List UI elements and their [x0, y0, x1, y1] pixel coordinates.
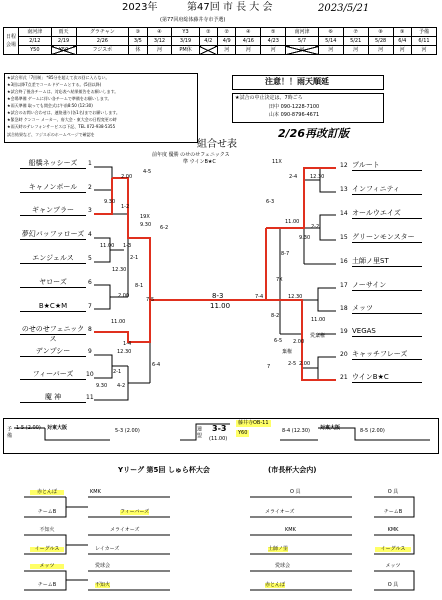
score-label: 6-3: [266, 199, 275, 205]
seed-5: 5: [88, 255, 92, 262]
seed-12: 12: [340, 162, 348, 169]
score-label: 2.00: [118, 293, 130, 299]
score-label: 9.30: [299, 235, 311, 241]
date-11: 5/7: [286, 37, 319, 46]
venue-12: 河: [318, 46, 343, 55]
warning-text: 注意！！雨天順延: [265, 77, 329, 86]
score-label: 12.30: [117, 349, 132, 355]
contact-line-1: ★試合の中止決定は、7時ごろ: [235, 95, 303, 101]
col-12: ⑥: [318, 28, 343, 37]
date-15: 6/4: [393, 37, 411, 46]
seed-1: 1: [88, 160, 92, 167]
team-right-15: グリーンモンスター: [352, 232, 422, 243]
date-10: 4/23: [261, 37, 286, 46]
score-label: 8-2: [271, 313, 280, 319]
seed-14: 14: [340, 210, 348, 217]
team-right-21: ウインB★C: [352, 372, 422, 383]
score-label: 1-4: [123, 341, 132, 347]
notice-line: ★雨天準備 取っても開会式は午前8:50 (12:30): [7, 103, 93, 108]
col-16: 予備: [411, 28, 436, 37]
seed-9: 9: [88, 348, 92, 355]
seed-2: 2: [88, 184, 92, 191]
score-label: 9.30: [96, 383, 108, 389]
venue-16: 河: [411, 46, 436, 55]
col-4: ③: [129, 28, 147, 37]
score-label: 11X: [272, 159, 282, 165]
score-label: 2-4: [289, 174, 298, 180]
score-label: 12.30: [112, 267, 127, 273]
score-label: 8-7: [281, 251, 290, 257]
score-label: 12.30: [310, 174, 325, 180]
date-8: 4/9: [218, 37, 236, 46]
score-label: 2-1: [113, 369, 122, 375]
header-date: 2023/5/21: [318, 3, 370, 14]
score-label: 9.30: [104, 199, 116, 205]
venue-6: PM休: [172, 46, 199, 55]
team-right-12: ブルート: [352, 160, 422, 171]
seed-20: 20: [340, 351, 348, 358]
team-right-17: ノーサイン: [352, 280, 422, 291]
score-label: 7: [267, 364, 271, 370]
team-right-13: インフィニティ: [352, 184, 422, 195]
yleague-team: チームB: [37, 582, 57, 588]
yleague-team: メッツ: [30, 564, 64, 569]
score-label: 12.30: [288, 294, 303, 300]
date-2: 2/19: [51, 37, 76, 46]
header-title: 第47回 市 長 大 会: [187, 2, 273, 13]
yleague-team: フィーバーズ: [120, 509, 150, 515]
score-label: 11.00: [311, 317, 326, 323]
yleague-team: レイカーズ: [95, 546, 120, 552]
notice-line: ★試合終了後各チームは、対応表へ結果報告をお願いします。: [7, 89, 119, 94]
col-7: ②: [199, 28, 217, 37]
venue-11: 河: [286, 46, 319, 55]
yobi-left-score: 5-3 (2.00): [115, 428, 140, 434]
team-left-11: 魔 神: [20, 392, 86, 403]
notice-line: ★緊急時 ケンコー メーカー、府大会・東大会の日程変更の時: [7, 117, 117, 122]
col-2: 雨天: [51, 28, 76, 37]
score-label: 4-2: [117, 383, 126, 389]
team-left-5: エンジェルス: [20, 253, 86, 264]
seed-13: 13: [340, 186, 348, 193]
score-label: 7-4: [255, 294, 264, 300]
yleague-team: イーグルス: [375, 547, 411, 552]
contact-line-3: 山本 090-8796-4671: [269, 112, 320, 118]
venue-9: 河: [236, 46, 261, 55]
score-label: 2-2: [311, 224, 320, 230]
yleague-team: 不知火: [95, 582, 111, 588]
team-right-18: メッツ: [352, 303, 422, 314]
score-label: 1-3: [123, 243, 132, 249]
venue-13: 河: [343, 46, 368, 55]
venue-3: フジスポ: [76, 46, 129, 55]
yobi-right-score: 8-5 (2.00): [360, 428, 385, 434]
yobi-left-time: 1-5 (2.00): [16, 425, 41, 431]
yobi-right-team: 対東大阪: [320, 425, 341, 431]
score-label: 2.00: [293, 339, 305, 345]
score-label: 2.00: [299, 361, 311, 367]
col-10: ⑤: [261, 28, 286, 37]
yleague-team: メライオーズ: [110, 527, 140, 533]
yleague-team: 赤とんぼ: [265, 582, 286, 588]
col-6: Y3: [172, 28, 199, 37]
date-4: 3/5: [129, 37, 147, 46]
col-8: ②: [218, 28, 236, 37]
final-time: 11.00: [210, 302, 231, 310]
yobi-mid-score: 3-3: [212, 424, 227, 433]
team-left-8: のせのせフェニックス: [21, 325, 85, 343]
yleague-team: O 具: [290, 489, 301, 495]
seed-21: 21: [340, 374, 348, 381]
venue-1: Y50: [19, 46, 52, 55]
score-label: 6-4: [152, 362, 161, 368]
header-year: 2023年: [122, 2, 158, 13]
col-5: ④: [147, 28, 172, 37]
team-left-1: 船橋ネッシーズ: [20, 158, 86, 169]
date-12: 5/14: [318, 37, 343, 46]
score-label: 11.00: [111, 319, 126, 325]
date-16: 6/11: [411, 37, 436, 46]
yleague-team: 土師ノ里: [268, 546, 289, 552]
yleague-subtitle: (市長杯大会内): [268, 466, 317, 474]
seed-7: 7: [88, 303, 92, 310]
score-label: 4-5: [143, 169, 152, 175]
seed-11: 11: [86, 394, 94, 401]
yobi-right-time: 8-4 (12.30): [282, 428, 310, 434]
yleague-team: O 具: [387, 582, 399, 588]
team-right-14: オールウエイズ: [352, 208, 422, 219]
team-left-9: デンプシー: [20, 346, 86, 357]
col-14: ⑧: [368, 28, 393, 37]
yleague-team: メッツ: [385, 563, 401, 569]
score-label: 19X: [140, 214, 150, 220]
yleague-team: メライオーズ: [265, 509, 295, 515]
yleague-team: 愛球会: [95, 563, 111, 569]
venue-2: Y50: [51, 46, 76, 55]
seed-6: 6: [88, 279, 92, 286]
bracket-title: 組合せ表: [197, 139, 237, 150]
notice-line: ★試合形式「7回制」 *85分を超えて次の回に入らない。: [7, 75, 110, 80]
score-label: 9.30: [140, 222, 152, 228]
yleague-team: KMK: [285, 527, 296, 533]
team-right-20: キャッチフレーズ: [352, 349, 422, 360]
yobi-mid-time: (11.00): [209, 436, 228, 442]
score-label: 8-1: [135, 283, 144, 289]
team-right-16: 土師ノ里ST: [352, 256, 422, 267]
date-14: 5/28: [368, 37, 393, 46]
runnerup-label: 準 ウインB★C: [183, 159, 216, 165]
seed-10: 10: [86, 371, 94, 378]
col-15: ⑨: [393, 28, 411, 37]
seed-19: 19: [340, 328, 348, 335]
team-right-19: VEGAS: [352, 326, 422, 337]
date-9: 4/16: [236, 37, 261, 46]
col-11: 南河津: [286, 28, 319, 37]
score-label: 6-2: [160, 225, 169, 231]
seed-15: 15: [340, 234, 348, 241]
score-label: 2-5: [288, 361, 297, 367]
yobi-left-team: 対東大阪: [47, 425, 68, 431]
revised-label: 2/26再改訂版: [278, 127, 349, 140]
yobi-highlight-team: 藤井寺OB-11: [238, 420, 269, 426]
venue-8: 河: [218, 46, 236, 55]
yleague-title: Yリーグ 第5回 しゅら杯大会: [118, 466, 210, 474]
team-left-6: ヤローズ: [20, 277, 86, 288]
col-13: ⑦: [343, 28, 368, 37]
seed-8: 8: [88, 326, 92, 333]
yobi-highlight-sub: Y60: [238, 430, 248, 436]
notice-line: ★雨天時のテレフォンサービスは下記、TEL 072-938-5355: [7, 124, 116, 129]
seed-16: 16: [340, 258, 348, 265]
venue-4: 休: [129, 46, 147, 55]
seed-3: 3: [88, 207, 92, 214]
date-1: 2/12: [19, 37, 52, 46]
contact-line-2: 田中 090-1228-7100: [269, 104, 320, 110]
team-left-2: キャノンボール: [20, 182, 86, 193]
yleague-team: 愛球会: [275, 563, 291, 569]
yleague-team: チームB: [383, 509, 403, 515]
score-label: 愛棄権: [310, 333, 326, 339]
col-1: 南河津: [19, 28, 52, 37]
score-label: 11.00: [100, 243, 115, 249]
yobi-label: 予 備: [6, 426, 12, 438]
date-3: 2/26: [76, 37, 129, 46]
date-7: 4/2: [199, 37, 217, 46]
notice-line: ★試合のお問い合わせは、連絡通り(各1名)までお願いします。: [7, 110, 120, 115]
yleague-team: 不知火: [39, 527, 55, 533]
schedule-note: (第77回府総体藤井寺市予選): [160, 17, 226, 23]
date-6: 3/19: [172, 37, 199, 46]
yobi-mid-label: 連 盟: [196, 426, 202, 438]
venue-14: 河: [368, 46, 393, 55]
seed-18: 18: [340, 305, 348, 312]
yleague-team: 赤とんぼ: [30, 490, 64, 495]
score-label: 棄権: [282, 349, 293, 355]
venue-5: 河: [147, 46, 172, 55]
score-label: 6-5: [274, 338, 283, 344]
date-13: 5/21: [343, 37, 368, 46]
team-left-4: 夢幻バッファローズ: [21, 230, 85, 238]
col-9: ④: [236, 28, 261, 37]
team-left-7: B★C★M: [20, 301, 86, 312]
score-label: 2-1: [130, 255, 139, 261]
yleague-team: KMK: [387, 527, 399, 533]
yleague-team: KMK: [90, 489, 101, 495]
score-label: 11.00: [285, 219, 300, 225]
score-label: 7-5: [146, 297, 155, 303]
seed-4: 4: [88, 231, 92, 238]
final-score: 8-3: [212, 292, 224, 300]
team-left-3: ギャンブラー: [20, 205, 86, 216]
winner-label: 前年度 優勝 のせのせフェニックス: [152, 152, 230, 158]
notice-line: 試合結果など、フジスポのホームページで確認を: [7, 132, 95, 137]
score-label: 2.00: [121, 174, 133, 180]
yleague-team: チームB: [37, 509, 57, 515]
date-5: 3/12: [147, 37, 172, 46]
venue-10: 河: [261, 46, 286, 55]
notice-line: ★3回以降7点差でコールドゲームとする。(5回以降): [7, 82, 102, 87]
schedule-label: 日程 会場: [4, 28, 19, 55]
score-label: 1-2: [121, 204, 130, 210]
score-label: 7X: [276, 277, 283, 283]
yleague-team: O 具: [387, 489, 399, 495]
yleague-team: イーグルス: [30, 547, 64, 552]
team-left-10: フィーバーズ: [20, 369, 86, 380]
venue-15: 河: [393, 46, 411, 55]
notice-line: ★会場準備 ゲームに伴い各チームで準備をお願いします。: [7, 96, 112, 101]
seed-17: 17: [340, 282, 348, 289]
col-3: グラチャン: [76, 28, 129, 37]
